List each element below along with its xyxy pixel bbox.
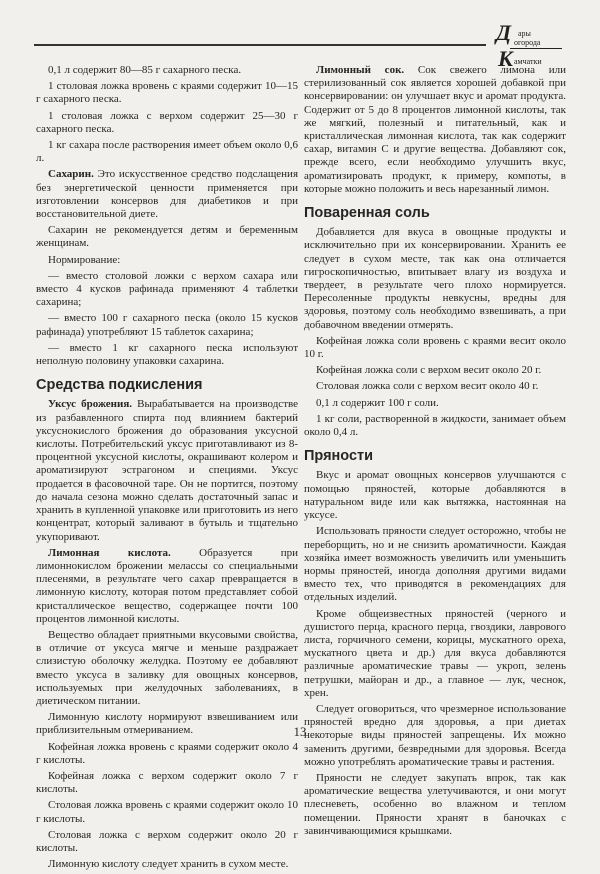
- paragraph: 1 кг сахара после растворения имеет объем около 0,6 л.: [36, 139, 298, 165]
- paragraph: [36, 398, 298, 543]
- paragraph: 0,1 л содержит 100 г соли.: [316, 396, 439, 409]
- paragraph: 1 столовая ложка вровень с краями содержит 10—15 г сахарного песка.: [36, 80, 298, 106]
- paragraph: Кофейная ложка соли вровень с краями весит около 10 г.: [304, 334, 566, 361]
- section-heading-acidifiers: Средства подкисления: [36, 377, 203, 394]
- paragraph: Следует оговориться, что чрезмерное использование пряностей вредно для здоровья, а при диетах некоторые виды пряностей запрещены. Их можно заменить другими, безвредными для здоровья. Всегда можно употреблять ароматические травы и растения.: [304, 702, 566, 768]
- paragraph-text: Вырабатывается на производстве из разбавленного спирта под влиянием бактерий уксуснокислого брожения до образования уксусной кислоты. Потребительский уксус приготавливают из 8-процентной уксусной кислоты, окрашивают колером и ароматизируют эстрагоном и специями. Уксус продается в фасовочной таре. Он не портится, поэтому до начала сезона можно сделать достаточный запас и хранить в купленной упаковке или приготовить из него концентрат, который заливают в бутыль и тщательно укупоривают.: [36, 398, 299, 543]
- paragraph-text: Сок свежего лимона или стерилизованный сок является хорошей добавкой при консервировании: он улучшает вкус и аромат продукта. Содержит от 5 до 8 процентов лимонной кислоты, так же мягкий, полезный и питательный, как и кристаллическая лимонная кислота, так как содержит сахар, витамин С и другие вещества. Добавляют сок, прежде всего, если необходимо улучшить вкус, ароматизировать продукт, к примеру, компоты, в которые можно положить и весь нарезанный лимон.: [304, 64, 566, 195]
- term-vinegar: Уксус брожения.: [48, 398, 133, 411]
- paragraph: Кроме общеизвестных пряностей (черного и душистого перца, красного перца, гвоздики, лаврового листа, горчичного семени, корицы, мускатного ореха, мускатного цвета и др.) для вкуса добавляются различные ароматические травы — укроп, зелень петрушки, майоран и др., а главное — лук, чеснок, хрен.: [304, 607, 566, 699]
- paragraph: 1 столовая ложка с верхом содержит 25—30 г сахарного песка.: [36, 109, 298, 135]
- paragraph: Использовать пряности следует осторожно, чтобы не переборщить, но и не снизить ароматичности. Каждая хозяйка имеет возможность увеличить или уменьшить нормы пряностей, иногда дополняя другими видами вместо тех, что приводятся в рекомендациях для отдельных изделий.: [304, 525, 566, 604]
- term-lemon-juice: Лимонный сок.: [316, 64, 405, 76]
- paragraph: Пряности не следует закупать впрок, так как ароматические вещества улетучиваются, и они могут плесневеть, особенно во влажном и теплом помещении. Пряности хранят в баночках с завинчивающимися крышками.: [304, 771, 566, 837]
- paragraph: [36, 547, 298, 626]
- paragraph: Вещество обладает приятными вкусовыми свойства, в отличие от уксуса мягче и меньше раздражает слизистую оболочку желудка. Поэтому ее добавляют вместо уксуса в заливку для овощных консервов, используемых при желудочных заболеваниях, в диетическом питании.: [36, 628, 298, 707]
- paragraph: Лимонную кислоту следует хранить в сухом месте.: [48, 858, 289, 871]
- term-citric-acid: Лимонная кислота.: [48, 546, 171, 559]
- list-item: — вместо 100 г сахарного песка (около 15 кусков рафинада) употребляют 15 таблеток сахарина;: [36, 312, 298, 338]
- paragraph-text: Это искусственное средство подслащения без энергетической ценности применяется при изготовлении консервов для диабетиков и при восстановительной диете.: [36, 168, 299, 221]
- paragraph: Сахарин не рекомендуется детям и беременным женщинам.: [36, 224, 298, 250]
- paragraph: Нормирование:: [48, 253, 121, 266]
- paragraph: 0,1 л содержит 80—85 г сахарного песка.: [48, 64, 242, 76]
- paragraph: 1 кг соли, растворенной в жидкости, занимает объем около 0,4 л.: [304, 412, 566, 439]
- section-heading-salt: Поваренная соль: [304, 205, 430, 222]
- paragraph-text: Образуется при лимоннокислом брожении мелассы со специальными плесенями, в результате чего сахар превращается в лимонную кислоту, которая потом представляет собой кристаллическое вещество, содержащее почти 100 процентов лимонной кислоты.: [36, 546, 298, 625]
- paragraph: Кофейная ложка вровень с краями содержит около 4 г кислоты.: [36, 740, 298, 766]
- paragraph: Столовая ложка вровень с краями содержит около 10 г кислоты.: [36, 799, 298, 825]
- list-item: — вместо 1 кг сахарного песка используют неполную половину упаковки сахарина.: [36, 341, 298, 368]
- paragraph: Столовая ложка с верхом содержит около 20 г кислоты.: [36, 828, 298, 854]
- logo-word-1: ары: [518, 29, 531, 38]
- logo-word-2: огорода: [514, 38, 541, 47]
- paragraph: [36, 168, 298, 221]
- term-saccharin: Сахарин.: [48, 168, 94, 181]
- section-heading-spices: Пряности: [304, 448, 374, 465]
- page-number: 13: [293, 724, 307, 739]
- paragraph: [304, 64, 566, 196]
- logo-letter-2: К: [498, 46, 513, 71]
- left-column: [36, 64, 298, 874]
- logo-divider: [510, 48, 562, 49]
- logo-letter-1: Д: [496, 20, 512, 45]
- paragraph: Лимонную кислоту нормируют взвешиванием или приблизительным отмериванием.: [36, 711, 298, 737]
- paragraph: Кофейная ложка с верхом содержит около 7 г кислоты.: [36, 769, 298, 796]
- paragraph: Столовая ложка соли с верхом весит около 40 г.: [316, 380, 539, 393]
- list-item: — вместо столовой ложки с верхом сахара или вместо 4 кусков рафинада применяют 4 таблетки сахарина;: [36, 269, 298, 309]
- paragraph: Добавляется для вкуса в овощные продукты и исключительно при их консервировании. Хранить ее следует в сухом месте, так как она отличается гигроскопичностью, впитывает влагу из воздуха и твердеет, в результате чего плохо нормируется. Пересоленные продукты невкусны, вредны для здоровья, поэтому соль необходимо взвешивать, а при добавочном введении отмерять.: [304, 226, 566, 331]
- logo-word-3: амчатки: [514, 57, 542, 66]
- header-rule: [34, 44, 486, 46]
- paragraph: Вкус и аромат овощных консервов улучшаются с помощью пряностей, которые добавляются в натуральном виде или как вытяжка, настоянная на уксусе.: [304, 469, 566, 522]
- paragraph: Кофейная ложка соли с верхом весит около 20 г.: [316, 364, 542, 377]
